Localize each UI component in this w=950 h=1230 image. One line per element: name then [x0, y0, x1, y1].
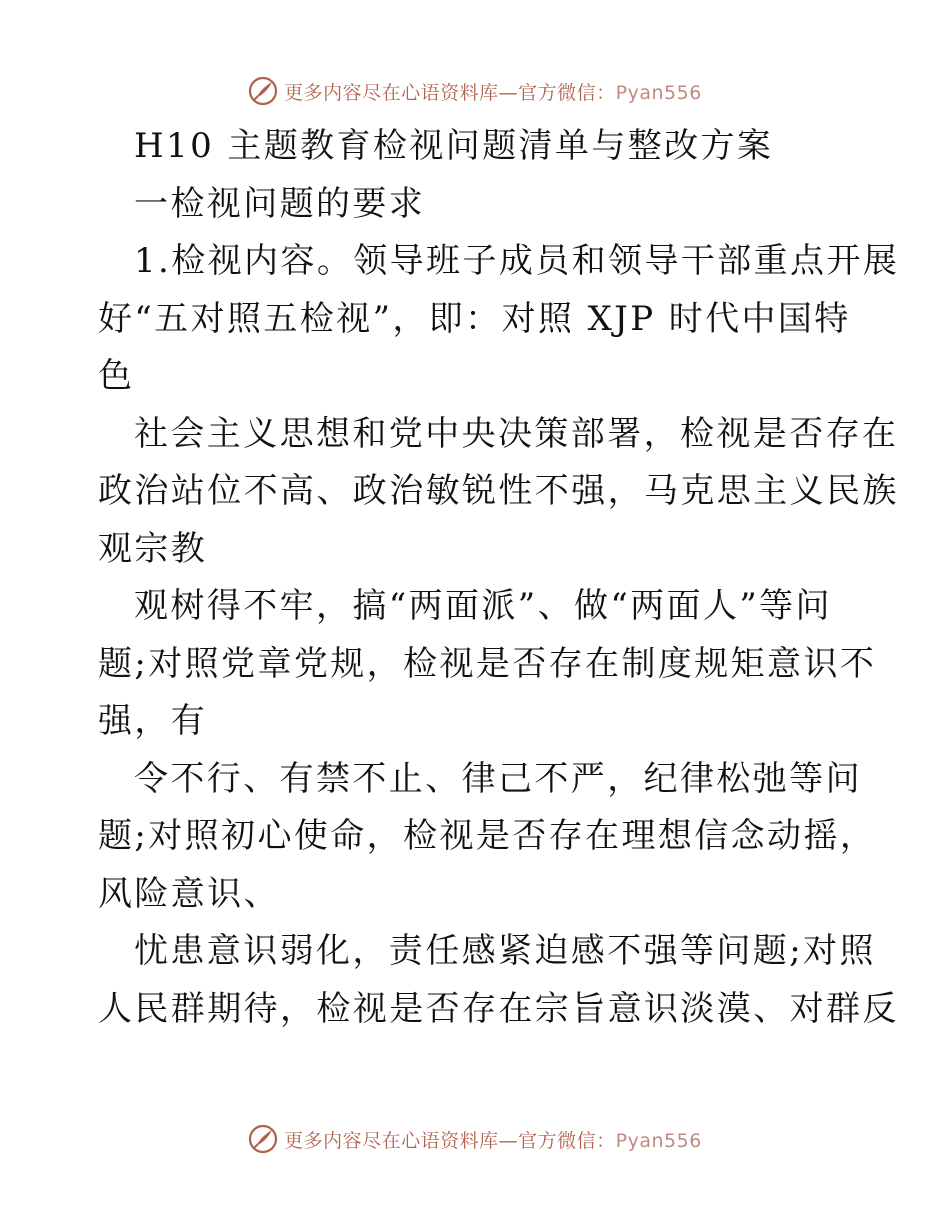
- quill-pen-circle-icon: [248, 76, 278, 106]
- body-text-line: 政治站位不高、政治敏锐性不强，马克思主义民族: [98, 471, 899, 511]
- body-text-line: 风险意识、: [98, 873, 280, 914]
- watermark-text: 更多内容尽在心语资料库—官方微信：Pyan556: [284, 1129, 702, 1152]
- watermark-wechat-id: Pyan556: [615, 1129, 702, 1152]
- quill-pen-circle-icon: [248, 1124, 278, 1154]
- body-text-line: 好“五对照五检视”，即：对照 XJP 时代中国特: [98, 298, 851, 339]
- body-text-line: 1.检视内容。领导班子成员和领导干部重点开展: [134, 241, 900, 281]
- body-text-line: 强，有: [98, 701, 208, 741]
- body-text-line: 观宗教: [98, 528, 208, 569]
- header-watermark: [0, 74, 950, 108]
- watermark-text: 更多内容尽在心语资料库—官方微信：Pyan556: [284, 81, 702, 104]
- body-text-line: 忧患意识弱化，责任感紧迫感不强等问题;对照: [134, 931, 876, 971]
- watermark-wechat-id: Pyan556: [615, 81, 702, 104]
- body-text-line: 人民群期待，检视是否存在宗旨意识淡漠、对群反: [98, 988, 899, 1029]
- body-text-line: 题;对照初心使命，检视是否存在理想信念动摇，: [98, 816, 877, 856]
- body-text-line: 令不行、有禁不止、律己不严，纪律松弛等问: [134, 758, 862, 799]
- body-text-line: 一检视问题的要求: [134, 183, 426, 224]
- body-text-line: 社会主义思想和党中央决策部署，检视是否存在: [134, 413, 899, 454]
- document-title: H10 主题教育检视问题清单与整改方案: [134, 126, 774, 166]
- document-body: [98, 118, 900, 1038]
- body-text-line: 色: [98, 356, 135, 396]
- footer-watermark: [0, 1122, 950, 1156]
- body-text-line: 观树得不牢，搞“两面派”、做“两面人”等问: [134, 586, 832, 626]
- body-text-line: 题;对照党章党规，检视是否存在制度规矩意识不: [98, 643, 877, 684]
